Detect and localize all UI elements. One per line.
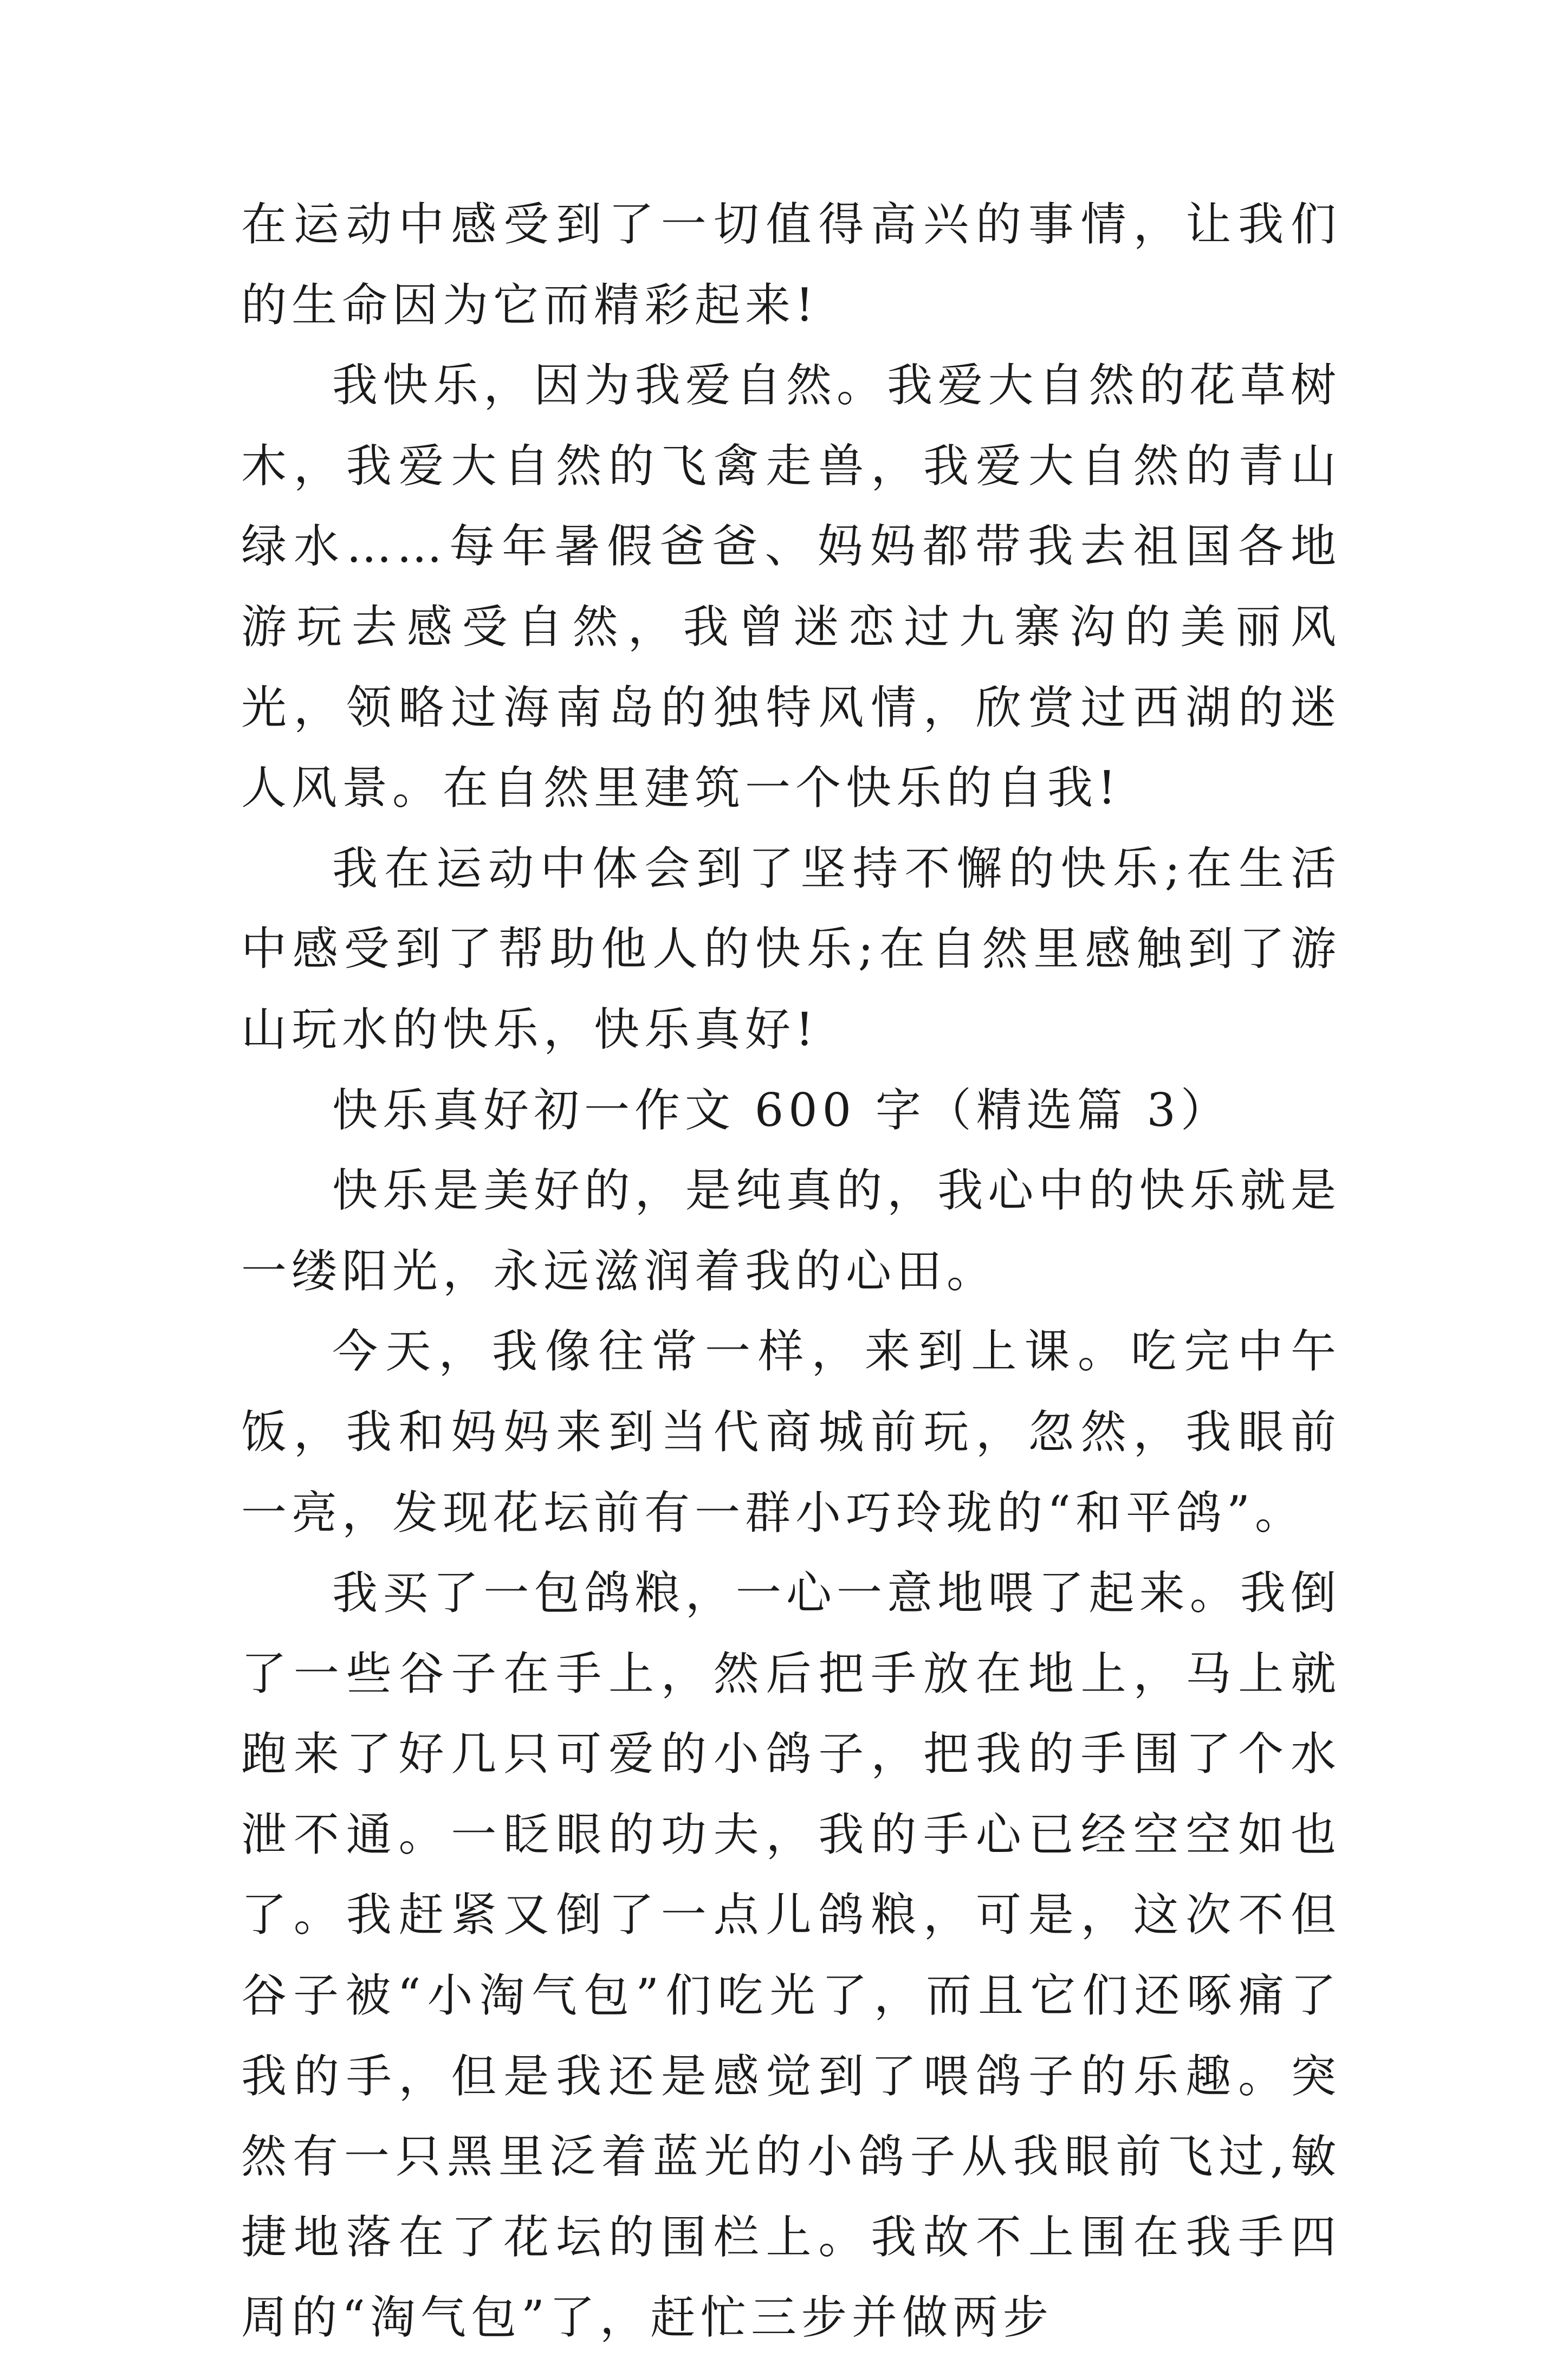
article-body bbox=[241, 184, 1341, 2358]
paragraph-continuation: 在运动中感受到了一切值得高兴的事情，让我们的生命因为它而精彩起来! bbox=[241, 198, 1341, 332]
essay-section-heading: 快乐真好初一作文 600 字（精选篇 3） bbox=[332, 1083, 1231, 1137]
paragraph-nature: 我快乐，因为我爱自然。我爱大自然的花草树木，我爱大自然的飞禽走兽，我爱大自然的青山绿水……每年暑假爸爸、妈妈都带我去祖国各地游玩去感受自然，我曾迷恋过九寨沟的美丽风光，领略过海南岛的独特风情，欣赏过西湖的迷人风景。在自然里建筑一个快乐的自我! bbox=[241, 359, 1341, 815]
paragraph-intro: 快乐是美好的，是纯真的，我心中的快乐就是一缕阳光，永远滋润着我的心田。 bbox=[241, 1164, 1341, 1298]
paragraph-summary: 我在运动中体会到了坚持不懈的快乐;在生活中感受到了帮助他人的快乐;在自然里感触到了游山玩水的快乐，快乐真好! bbox=[241, 841, 1341, 1056]
paragraph-feeding-pigeons: 我买了一包鸽粮，一心一意地喂了起来。我倒了一些谷子在手上，然后把手放在地上，马上就跑来了好几只可爱的小鸽子，把我的手围了个水泄不通。一眨眼的功夫，我的手心已经空空如也了。我赶紧又倒了一点儿鸽粮，可是，这次不但谷子被“小淘气包”们吃光了，而且它们还啄痛了我的手，但是我还是感觉到了喂鸽子的乐趣。突然有一只黑里泛着蓝光的小鸽子从我眼前飞过,敏捷地落在了花坛的围栏上。我故不上围在我手四周的“淘气包”了，赶忙三步并做两步 bbox=[241, 1566, 1341, 2344]
paragraph-today: 今天，我像往常一样，来到上课。吃完中午饭，我和妈妈来到当代商城前玩，忽然，我眼前一亮，发现花坛前有一群小巧玲珑的“和平鸽”。 bbox=[241, 1325, 1341, 1539]
